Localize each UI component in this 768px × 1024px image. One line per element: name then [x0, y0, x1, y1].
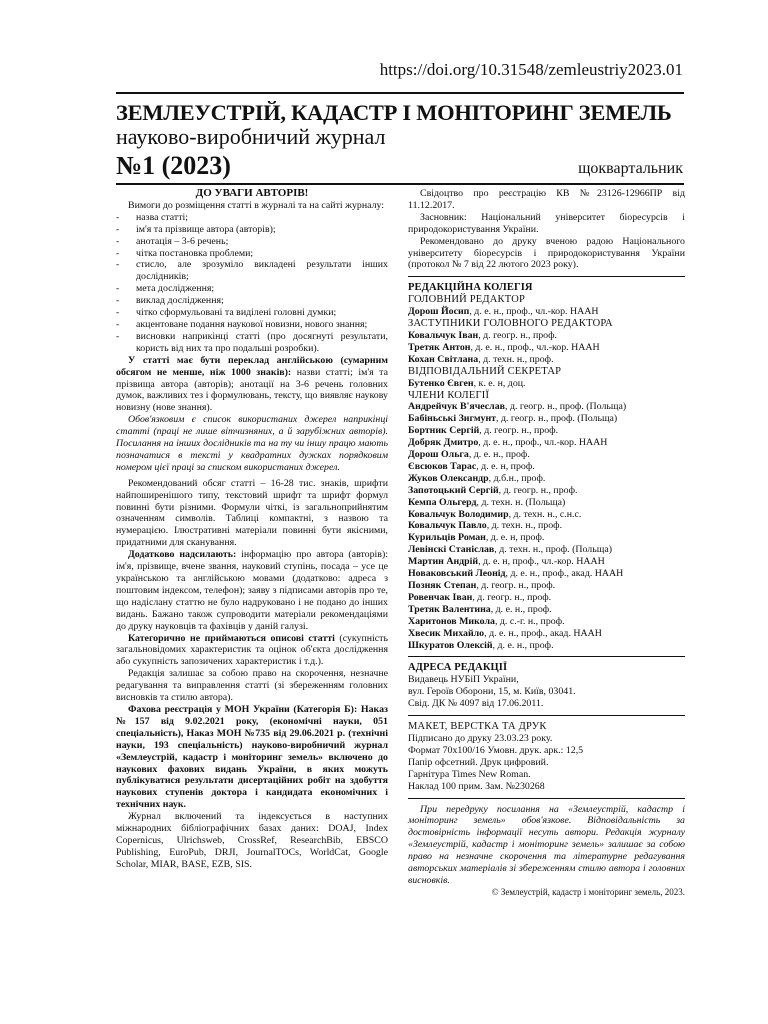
masthead-column — [408, 188, 685, 899]
disclaimer: При передруку посилання на «Землеустрій, кадастр і моніторинг земель» обов'язкове. Відповідальність за достовірність інформації несуть автори. Редакція журналу «Землеустрій, кадастр і моніторинг земель» залишає за собою право на незначне скорочення та літературне редагування авторських матеріалів зі збереженням стилю автора і головних висновків. — [408, 803, 685, 886]
list-item: - висновки наприкінці статті (про досягнуті результати, користь від них та про подальші розробки). — [116, 330, 388, 354]
not-accepted-paragraph: Категорично не приймаються описові статті (сукупність загальновідомих характеристик та оцінок об'єкта дослідження або сукупність запозичених характеристик і т.д.). — [116, 632, 388, 668]
list-item: - стисло, але зрозуміло викладені результати інших дослідників; — [116, 259, 388, 283]
person-row: Добряк Дмитро, д. е. н., проф., чл.-кор. НААН — [408, 437, 608, 449]
print-line: Гарнітура Times New Roman. — [408, 768, 531, 780]
person-row: Бабіньські Зигмунт, д. геогр. н., проф. (Польща) — [408, 413, 618, 425]
print-line: Наклад 100 прим. Зам. №230268 — [408, 780, 545, 792]
person-row: Ровенчак Іван, д. геогр. н., проф. — [408, 591, 552, 603]
journal-subtitle: науково-виробничий журнал — [116, 124, 386, 149]
person-row: Позняк Степан, д. геогр. н., проф. — [408, 580, 556, 591]
journal-frequency: щоквартальник — [578, 160, 683, 177]
address-title: АДРЕСА РЕДАКЦІЇ — [408, 662, 508, 674]
address-line: вул. Героїв Оборони, 15, м. Київ, 03041. — [408, 686, 576, 698]
members-title: ЧЛЕНИ КОЛЕГІЇ — [408, 389, 490, 401]
person-row: Шкуратов Олексій, д. е. н., проф. — [408, 639, 554, 651]
indexing-paragraph: Журнал включений та індексується в наступних міжнародних бібліографічних базах даних: DOAJ, Index Copernicus, Ulrichsweb, CrossRef, ResearchBib, EBSCO Publishing, EuroPub, DRJI, JournalTOCs, WorldCat, Google Scholar, MIAR, BASE, EZB, SIS. — [116, 811, 388, 870]
person-row: Бортник Сергій, д. геогр. н., проф. — [408, 425, 559, 437]
print-line: Підписано до друку 23.03.23 року. — [408, 732, 553, 744]
person-row: Кохан Світлана, д. техн. н., проф. — [408, 353, 554, 365]
person-row: Євсюков Тарас, д. е. н, проф. — [408, 460, 535, 472]
members-list — [408, 401, 685, 651]
founder: Засновник: Національний університет біоресурсів і природокористування України. — [408, 211, 685, 235]
additional-paragraph: Додатково надсилають: інформацію про автора (авторів): ім'я, прізвище, вчене звання, науковий ступінь, посада – усе це українською та англійською мовами (додатково: адреса з поштовим індексом, телефон); заяву з підписами авторів про те, що надіслану статтю не було надруковано і не подано до інших видань. Бажано також супроводити матеріали рекомендаціями до друку науковців та фахівців у даній галузі. — [116, 549, 388, 632]
person-row: Дорош Йосип, д. е. н., проф., чл.-кор. НААН — [408, 306, 599, 318]
person-row: Мартин Андрій, д. е. н, проф., чл.-кор. НААН — [408, 556, 605, 568]
print-title: МАКЕТ, ВЕРСТКА ТА ДРУК — [408, 721, 547, 733]
divider — [408, 656, 685, 657]
copyright: © Землеустрій, кадастр і моніторинг земель, 2023. — [491, 886, 685, 897]
volume-paragraph: Рекомендований обсяг статті – 16-28 тис. знаків, шрифти найпоширенішого типу, текстовий шрифт та шрифт формул повинні бути різними. Формули чіткі, із загальноприйнятим означенням символів. Таблиці компактні, з назвою та нумерацією. Ілюстративні матеріали повинні бути якісними, придатними для сканування. — [116, 477, 388, 549]
person-row: Ковальчук Володимир, д. техн. н., с.н.с. — [408, 508, 582, 520]
print-line: Папір офсетний. Друк цифровий. — [408, 756, 549, 768]
header-rule-top — [116, 92, 684, 94]
address-line: Свід. ДК № 4097 від 17.06.2011. — [408, 698, 544, 710]
person-row: Ковальчук Іван, д. геогр. н., проф. — [408, 329, 557, 341]
header-rule-bottom — [116, 183, 684, 185]
person-row: Третяк Валентина, д. е. н., проф. — [408, 603, 552, 615]
authors-notice-column — [116, 188, 388, 871]
issue-number: №1 (2023) — [116, 151, 231, 180]
chief-title: ГОЛОВНИЙ РЕДАКТОР — [408, 294, 526, 306]
address-line: Видавець НУБіП України, — [408, 674, 519, 686]
list-item: - чітка постановка проблеми; — [116, 247, 254, 259]
divider — [408, 715, 685, 716]
list-item: - акцентоване подання наукової новизни, нового знання; — [116, 318, 368, 330]
person-row: Кемпа Ольгерд, д. техн. н. (Польща) — [408, 496, 566, 508]
person-row: Хвесик Михайло, д. е. н., проф., акад. НААН — [408, 627, 602, 639]
person-row: Левінскі Станіслав, д. техн. н., проф. (Польща) — [408, 544, 613, 556]
person-row: Бутенко Євген, к. е. н, доц. — [408, 377, 526, 389]
list-item: - мета дослідження; — [116, 283, 215, 295]
deputies-title: ЗАСТУПНИКИ ГОЛОВНОГО РЕДАКТОРА — [408, 318, 613, 330]
divider — [408, 798, 685, 799]
references-paragraph: Обов'язковим є список використаних джерел наприкінці статті (праці не лише вітчизняних, а й зарубіжних авторів). Посилання на інших дослідників та на ту чи іншу працю мають позначатися в тексті у квадратних дужках порядковим номером цієї праці за списком використаних джерел. — [116, 414, 388, 473]
person-row: Жуков Олександр, д.б.н., проф. — [408, 472, 546, 484]
notice-intro: Вимоги до розміщення статті в журналі та на сайті журналу: — [128, 199, 385, 211]
registration-paragraph: Фахова реєстрація у МОН України (Категорія Б): Наказ №157 від 9.02.2021 року, (економічні науки, 051 спеціальність), Наказ МОН №735 від 29.06.2021 р. (технічні науки, 193 спеціальність) науково-виробничий журнал «Землеустрій, кадастр і моніторинг земель» включено до наукових фахових видань України, в яких можуть публікуватися результати дисертаційних робіт на здобуття наукових ступенів доктора і кандидата економічних і технічних наук. — [116, 703, 388, 811]
person-row: Курильців Роман, д. е. н, проф. — [408, 532, 545, 544]
divider — [408, 276, 685, 277]
recommended-note: Рекомендовано до друку вченою радою Національного університету біоресурсів і природокористування України (протокол № 7 від 22 лютого 2023 року). — [408, 235, 685, 271]
person-row: Запотоцький Сергій, д. геогр. н., проф. — [408, 484, 578, 496]
journal-title: ЗЕМЛЕУСТРІЙ, КАДАСТР І МОНІТОРИНГ ЗЕМЕЛЬ — [116, 100, 672, 125]
board-title: РЕДАКЦІЙНА КОЛЕГІЯ — [408, 282, 533, 294]
person-row: Андрейчук В'ячеслав, д. геогр. н., проф. (Польща) — [408, 401, 627, 413]
print-line: Формат 70x100/16 Умовн. друк. арк.: 12,5 — [408, 744, 584, 756]
list-item: - виклад дослідження; — [116, 295, 224, 307]
person-row: Харитонов Микола, д. с.-г. н., проф. — [408, 615, 565, 627]
translation-paragraph: У статті має бути переклад англійською (сумарним обсягом не менше, ніж 1000 знаків): назви статті; ім'я та прізвища автора (авторів); анотації на 3-6 речень головних думок, важливих тез і формулювань, тексту, що виявляє наукову новизну (нове знання). — [116, 354, 388, 414]
registration-certificate: Свідоцтво про реєстрацію КВ №23126-12966ПР від 11.12.2017. — [408, 188, 685, 211]
list-item: - анотація – 3-6 речень; — [116, 235, 229, 247]
list-item: - ім'я та прізвище автора (авторів); — [116, 223, 276, 235]
notice-heading: ДО УВАГИ АВТОРІВ! — [195, 187, 309, 199]
doi-link[interactable]: https://doi.org/10.31548/zemleustriy2023.01 — [379, 60, 683, 79]
list-item: - назва статті; — [116, 211, 189, 223]
person-row: Новаковський Леонід, д. е. н., проф., акад. НААН — [408, 568, 624, 580]
person-row: Ковальчук Павло, д. техн. н., проф. — [408, 520, 563, 532]
editorial-paragraph: Редакція залишає за собою право на скорочення, незначне редагування та виправлення статті (зі збереженням головних висновків та стилю автора). — [116, 668, 388, 704]
person-row: Третяк Антон, д. е. н., проф., чл.-кор. НААН — [408, 341, 600, 353]
list-item: - чітко сформульовані та виділені головні думки; — [116, 307, 337, 319]
person-row: Дорош Ольга, д. е. н., проф. — [408, 449, 530, 461]
requirements-list — [116, 212, 388, 355]
secretary-title: ВІДПОВІДАЛЬНИЙ СЕКРЕТАР — [408, 365, 562, 377]
